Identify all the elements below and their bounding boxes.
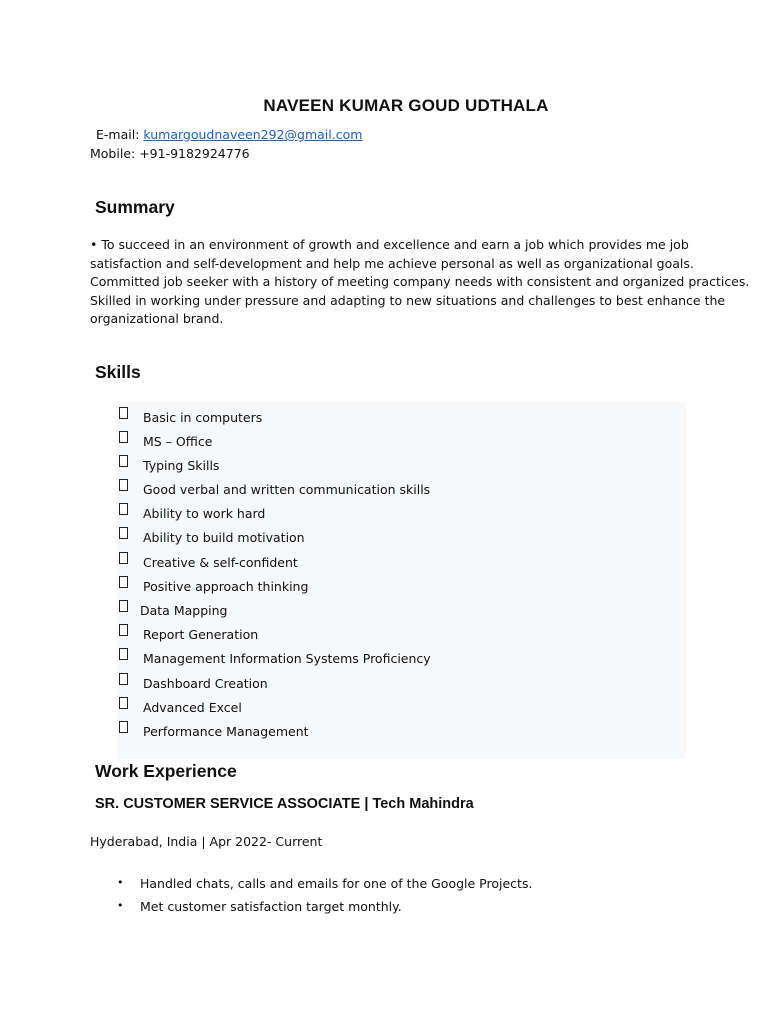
skill-label: Typing Skills (143, 458, 220, 473)
checkbox-icon (119, 479, 128, 491)
summary-paragraph (90, 236, 750, 329)
job-title: SR. CUSTOMER SERVICE ASSOCIATE | Tech Mahindra (95, 796, 474, 812)
skill-label: Performance Management (143, 724, 309, 739)
email-link[interactable]: kumargoudnaveen292@gmail.com (143, 127, 363, 142)
checkbox-icon (119, 552, 128, 564)
mobile-line: Mobile: +91-9182924776 (90, 146, 250, 161)
summary-line: • To succeed in an environment of growth and excellence and earn a job which provides me job (90, 237, 689, 252)
skill-label: Basic in computers (143, 410, 263, 425)
job-location-date: Hyderabad, India | Apr 2022- Current (90, 834, 323, 849)
skill-label: Management Information Systems Proficiency (143, 651, 431, 666)
summary-line: organizational brand. (90, 311, 224, 327)
checkbox-icon (119, 721, 128, 733)
email-line (96, 126, 362, 144)
checkbox-icon (119, 576, 128, 588)
checkbox-icon (119, 697, 128, 709)
skill-label: Ability to build motivation (143, 530, 305, 545)
skill-label: MS – Office (143, 434, 213, 449)
checkbox-icon (119, 648, 128, 660)
summary-line: Committed job seeker with a history of meeting company needs with consistent and organized practices. (90, 274, 750, 290)
skills-heading: Skills (95, 362, 141, 382)
checkbox-icon (119, 600, 128, 612)
checkbox-icon (119, 527, 128, 539)
candidate-name: NAVEEN KUMAR GOUD UDTHALA (263, 96, 549, 115)
skill-label: Ability to work hard (143, 506, 266, 521)
summary-heading: Summary (95, 197, 175, 217)
skill-label: Creative & self-confident (143, 555, 298, 570)
skill-label: Positive approach thinking (143, 579, 309, 594)
summary-line: Skilled in working under pressure and adapting to new situations and challenges to best enhance the (90, 292, 726, 308)
skill-label: Data Mapping (140, 603, 228, 618)
bullet-icon: • (117, 899, 124, 912)
email-label: E-mail: (96, 127, 140, 142)
work-experience-heading: Work Experience (95, 761, 237, 781)
checkbox-icon (119, 455, 128, 467)
skill-label: Dashboard Creation (143, 676, 268, 691)
skill-label: Good verbal and written communication skills (143, 482, 431, 497)
bullet-icon: • (117, 876, 124, 889)
checkbox-icon (119, 431, 128, 443)
job-bullet-text: Met customer satisfaction target monthly. (140, 899, 402, 914)
checkbox-icon (119, 673, 128, 685)
skill-label: Advanced Excel (143, 700, 242, 715)
checkbox-icon (119, 624, 128, 636)
summary-line: satisfaction and self-development and help me achieve personal as well as organizational goals. (90, 255, 694, 271)
skill-label: Report Generation (143, 627, 259, 642)
job-bullet-text: Handled chats, calls and emails for one of the Google Projects. (140, 876, 533, 891)
checkbox-icon (119, 503, 128, 515)
checkbox-icon (119, 407, 128, 419)
